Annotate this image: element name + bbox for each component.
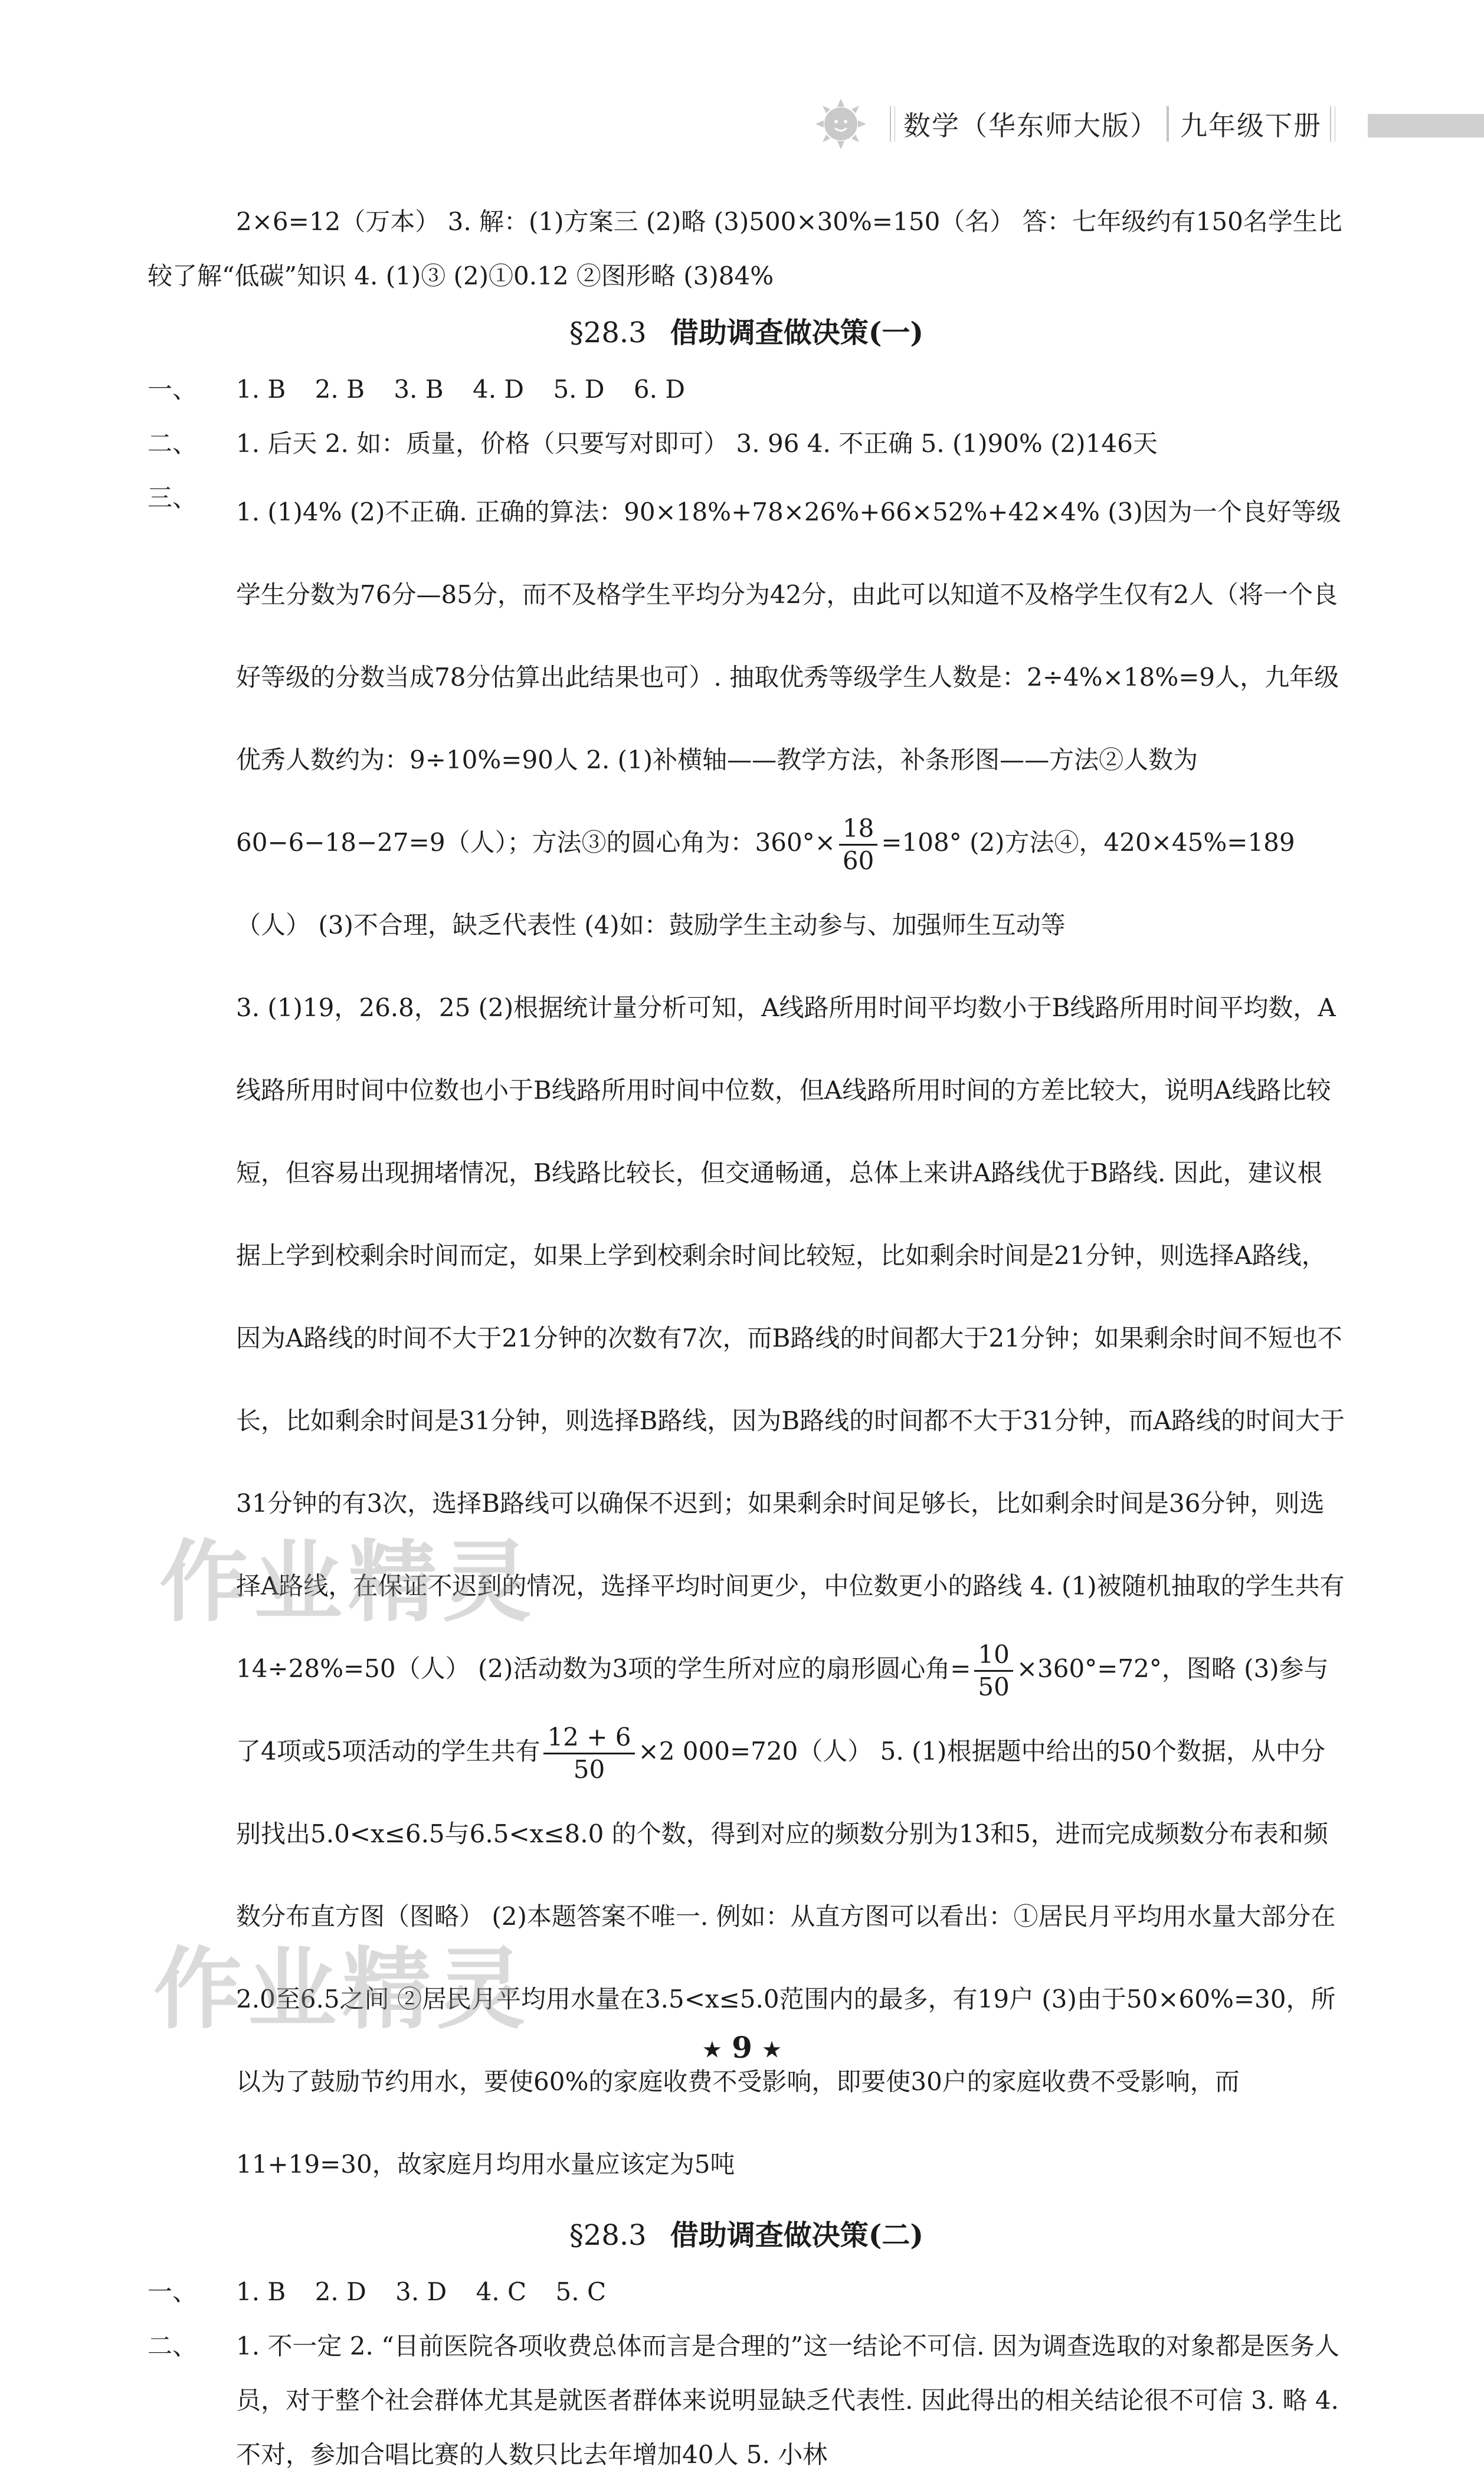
part-two: 二、 1. 不一定 2. “目前医院各项收费总体而言是合理的”这一结论不可信. 因为调查选取的对象都是医务人员，对于整个社会群体尤其是就医者群体来说明显缺乏代表性. 因此得出的相关结论很不可信 3. 略 4. 不对，参加合唱比赛的人数只比去年增加40人 5. 小林 [148,2332,1339,2469]
star-icon: ★ [703,2038,722,2062]
answer-content [148,195,1345,2482]
part-three: 三、 1. (1)4% (2)不正确. 正确的算法：90×18%+78×26%+66×52%+42×4% (3)因为一个良好等级学生分数为76分—85分，而不及格学生平均分为42分，由此可以知道不及格学生仅有2人（将一个良好等级的分数当成78分估算出此结果也可）. 抽取优秀等级学生人数是：2÷4%×18%=9人，九年级优秀人数约为：9÷10%=90人 2. (1)补横轴——教学方法，补条形图——方法②人数为60−6−18−27=9（人）；方法③的圆心角为：360°× $\frac{18}{60}$ =108° (2)方法④，420×45%=189（人） (3)不合理，缺乏代表性 (4)如：鼓励学生主动参与、加强师生互动等 3. (1)19，26.8，25 (2)根据统计量分析可知，A线路所用时间平均数小于B线路所用时间平均数，A线路所用时间中位数也小于B线路所用时间中位数，但A线路所用时间的方差比较大，说明A线路比较短，但容易出现拥堵情况，B线路比较长，但交通畅通，总体上来讲A路线优于B路线. 因此，建议根据上学到校剩余时间而定，如果上学到校剩余时间比较短，比如剩余时间是21分钟，则选择A路线，因为A路线的时间不大于21分钟的次数有7次，而B路线的时间都大于21分钟；如果剩余时间不短也不长，比如剩余时间是31分钟，则选择B路线，因为B路线的时间都不大于31分钟，而A路线的时间大于31分钟的有3次，选择B路线可以确保不迟到；如果剩余时间足够长，比如剩余时间是36分钟，则选择A路线，在保证不迟到的情况，选择平均时间更少，中位数更小的路线 4. (1)被随机抽取的学生共有14÷28%=50（人） (2)活动数为3项的学生所对应的扇形圆心角= $\frac{10}{50}$ ×360°=72°，图略 (3)参与了4项或5项活动的学生共有 $\frac{12 + 6}{50}$ ×2 000=720（人） 5. (1)根据题中给出的50个数据，从中分别找出5.0<x≤6.5与6.5<x≤8.0 的个数，得到对应的频数分别为13和5，进而完成频数分布表和频数分布直方图（图略） (2)本题答案不唯一. 例如：从直方图可以看出：①居民月平均用水量大部分在2.0至6.5之间 ②居民月平均用水量在3.5<x≤5.0范围内的最多，有19户 (3)由于50×60%=30，所以为了鼓励节约用水，要使60%的家庭收费不受影响，即要使30户的家庭收费不受影响，而11+19=30，故家庭月均用水量应该定为5吨 [148,471,1345,2206]
answer-item: 3. D [395,2277,447,2306]
fraction: $\frac{10}{50}$ [974,1639,1013,1702]
answer-item: 2. D [315,2277,366,2306]
star-icon: ★ [762,2038,781,2062]
page-footer [0,2030,1484,2065]
page-number: 9 [732,2030,752,2065]
section-heading: §28.3 借助调查做决策(二) [569,2219,924,2252]
answer-item: 2. B [315,375,365,404]
header-divider [890,106,895,142]
fraction: $\frac{18}{60}$ [839,813,877,876]
header-title: 数学（华东师大版） [903,110,1158,142]
part-three-block-a: 1. (1)4% (2)不正确. 正确的算法：90×18%+78×26%+66×52%+42×4% (3)因为一个良好等级学生分数为76分—85分，而不及格学生平均分为42分，由此可以知道不及格学生仅有2人（将一个良好等级的分数当成78分估算出此结果也可）. 抽取优秀等级学生人数是：2÷4%×18%=9人，九年级优秀人数约为：9÷10%=90人 2. (1)补横轴——教学方法，补条形图——方法②人数为60−6−18−27=9（人）；方法③的圆心角为：360°× $\frac{18}{60}$ =108° (2)方法④，420×45%=189（人） (3)不合理，缺乏代表性 (4)如：鼓励学生主动参与、加强师生互动等 [236,497,1341,939]
part-three-block-b: 3. (1)19，26.8，25 (2)根据统计量分析可知，A线路所用时间平均数小于B线路所用时间平均数，A线路所用时间中位数也小于B线路所用时间中位数，但A线路所用时间的方差比较大，说明A线路比较短，但容易出现拥堵情况，B线路比较长，但交通畅通，总体上来讲A路线优于B路线. 因此，建议根据上学到校剩余时间而定，如果上学到校剩余时间比较短，比如剩余时间是21分钟，则选择A路线，因为A路线的时间不大于21分钟的次数有7次，而B路线的时间都大于21分钟；如果剩余时间不短也不长，比如剩余时间是31分钟，则选择B路线，因为B路线的时间都不大于31分钟，而A路线的时间大于31分钟的有3次，选择B路线可以确保不迟到；如果剩余时间足够长，比如剩余时间是36分钟，则选择A路线，在保证不迟到的情况，选择平均时间更少，中位数更小的路线 4. (1)被随机抽取的学生共有14÷28%=50（人） (2)活动数为3项的学生所对应的扇形圆心角= $\frac{10}{50}$ ×360°=72°，图略 (3)参与了4项或5项活动的学生共有 $\frac{12 + 6}{50}$ ×2 000=720（人） 5. (1)根据题中给出的50个数据，从中分别找出5.0<x≤6.5与6.5<x≤8.0 的个数，得到对应的频数分别为13和5，进而完成频数分布表和频数分布直方图（图略） (2)本题答案不唯一. 例如：从直方图可以看出：①居民月平均用水量大部分在2.0至6.5之间 ②居民月平均用水量在3.5<x≤5.0范围内的最多，有19户 (3)由于50×60%=30，所以为了鼓励节约用水，要使60%的家庭收费不受影响，即要使30户的家庭收费不受影响，而11+19=30，故家庭月均用水量应该定为5吨 [236,993,1345,2179]
watermark: 作业精灵 [153,1939,532,2041]
sun-icon [814,97,867,150]
part-two: 二、 1. 后天 2. 如：质量，价格（只要写对即可） 3. 96 4. 不正确 5. (1)90% (2)146天 [148,429,1158,458]
answer-item: 6. D [633,375,686,404]
section-heading: §28.3 借助调查做决策(一) [569,316,924,349]
header-grade: 九年级下册 [1180,110,1322,142]
answer-item: 4. D [472,375,525,404]
fraction: $\frac{12 + 6}{50}$ [543,1722,634,1785]
header-bar [1368,114,1484,137]
part-one: 一、 1. B 2. B 3. B 4. D 5. D 6. D [148,375,686,404]
header-divider [1167,106,1172,142]
part-one: 一、 1. B 2. D 3. D 4. C 5. C [148,2277,607,2306]
answer-item: 5. D [553,375,605,404]
answer-item: 5. C [555,2277,607,2306]
answer-item: 1. B [236,2277,286,2306]
watermark: 作业精灵 [159,1531,538,1634]
page-header [814,89,1344,159]
answer-item: 3. B [394,375,444,404]
intro-paragraph: 2×6=12（万本） 3. 解：(1)方案三 (2)略 (3)500×30%=150（名） 答：七年级约有150名学生比较了解“低碳”知识 4. (1)③ (2)①0.12 ②图形略 (3)84% [148,207,1342,290]
answer-item: 4. C [476,2277,527,2306]
answer-item: 1. B [236,375,286,404]
header-divider [1330,106,1335,142]
